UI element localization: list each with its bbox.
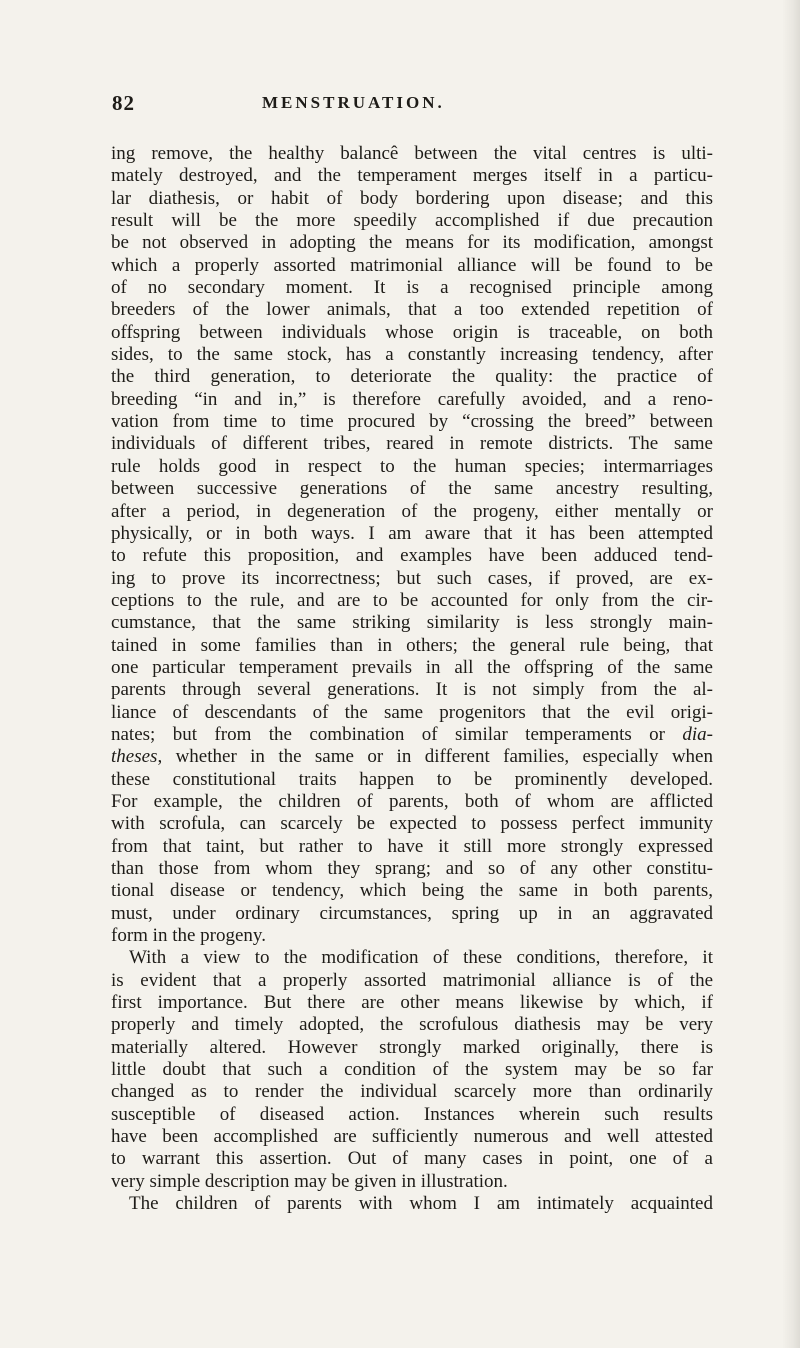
text-line [111,366,713,388]
text-line [111,590,713,612]
line-text: ing to prove its incorrectness; but such cases, if proved, are ex- [111,567,713,589]
line-text: ceptions to the rule, and are to be accounted for only from the cir- [111,589,713,611]
line-text: which a properly assorted matrimonial alliance will be found to be [111,254,713,276]
text-line [111,702,713,724]
line-text: be not observed in adopting the means for its modification, amongst [111,232,713,254]
text-line [111,568,713,590]
line-text: The children of parents with whom I am intimately acquainted [129,1193,713,1215]
line-text: ing remove, the healthy balancê between the vital centres is ulti- [111,143,713,164]
line-text: with scrofula, can scarcely be expected to possess perfect immunity [111,813,713,835]
text-line [111,724,713,746]
text-line [111,232,713,254]
line-text: breeding “in and in,” is therefore carefully avoided, and a reno- [111,388,713,410]
text-line [111,746,713,768]
text-line [111,1014,713,1036]
line-text: properly and timely adopted, the scrofulous diathesis may be very [111,1014,713,1036]
text-line [111,836,713,858]
line-text: For example, the children of parents, both of whom are afflicted [111,790,713,812]
line-text: of no secondary moment. It is a recognised principle among [111,277,713,299]
running-head [112,91,710,121]
line-text: to warrant this assertion. Out of many cases in point, one of a [111,1148,713,1170]
line-text: lar diathesis, or habit of body bordering upon disease; and this [111,187,713,209]
line-text: materially altered. However strongly marked originally, there is [111,1036,713,1058]
text-line [111,255,713,277]
text-line [111,165,713,187]
text-line [111,299,713,321]
line-text: little doubt that such a condition of the system may be so far [111,1059,713,1081]
text-line [111,433,713,455]
line-text: parents through several generations. It is not simply from the al- [111,679,713,701]
line-text: have been accomplished are sufficiently numerous and well attested [111,1126,713,1148]
page-number: 82 [112,91,135,115]
line-text: nates; but from the combination of similar temperaments or [111,723,683,745]
text-line [111,1081,713,1103]
line-text: tained in some families than in others; the general rule being, that [111,634,713,656]
line-text: changed as to render the individual scarcely more than ordinarily [111,1081,713,1103]
text-line [111,992,713,1014]
line-text: rule holds good in respect to the human species; intermarriages [111,455,713,477]
line-text: mately destroyed, and the temperament merges itself in a particu- [111,165,713,187]
text-line [111,389,713,411]
text-line [111,1148,713,1170]
line-text: cumstance, that the same striking similarity is less strongly main- [111,612,713,634]
line-text: tional disease or tendency, which being the same in both parents, [111,880,713,902]
text-line [111,545,713,567]
text-line [111,1104,713,1126]
line-italic-text: theses [111,746,158,768]
page-edge-shadow [782,0,800,1348]
text-line [111,791,713,813]
text-line [111,925,713,947]
text-line [111,970,713,992]
line-text: first importance. But there are other means likewise by which, if [111,992,713,1014]
line-text: is evident that a properly assorted matrimonial alliance is of the [111,969,713,991]
text-line [111,1171,713,1193]
line-text: result will be the more speedily accomplished if due precaution [111,210,713,232]
text-line [111,411,713,433]
text-line [111,456,713,478]
line-text: physically, or in both ways. I am aware that it has been attempted [111,522,713,544]
line-text: vation from time to time procured by “crossing the breed” between [111,411,713,433]
running-title: MENSTRUATION. [262,93,445,112]
text-line [111,880,713,902]
text-line [111,1059,713,1081]
line-text: liance of descendants of the same progenitors that the evil origi- [111,701,713,723]
line-text: one particular temperament prevails in all the offspring of the same [111,656,713,678]
line-text: offspring between individuals whose origin is traceable, on both [111,321,713,343]
line-italic-text: dia- [682,723,713,745]
text-line [111,858,713,880]
line-text: susceptible of diseased action. Instances wherein such results [111,1103,713,1125]
text-line [111,501,713,523]
text-line [111,478,713,500]
text-line [111,657,713,679]
line-text: from that taint, but rather to have it still more strongly expressed [111,835,713,857]
text-line [111,769,713,791]
text-line [111,635,713,657]
line-text: breeders of the lower animals, that a too extended repetition of [111,299,713,321]
text-line [111,1037,713,1059]
text-line [111,344,713,366]
text-line [111,1126,713,1148]
line-text: these constitutional traits happen to be prominently developed. [111,768,713,790]
line-text: With a view to the modification of these conditions, therefore, it [129,947,713,969]
text-line [111,523,713,545]
text-line [111,903,713,925]
line-text: the third generation, to deteriorate the quality: the practice of [111,366,713,388]
text-line [111,188,713,210]
line-text: after a period, in degeneration of the progeny, either mentally or [111,500,713,522]
text-line [111,322,713,344]
text-line [111,277,713,299]
text-line [111,143,713,165]
text-line [111,1193,713,1215]
line-text: form in the progeny. [111,925,266,947]
text-line [111,612,713,634]
line-text: to refute this proposition, and examples have been adduced tend- [111,545,713,567]
line-text: sides, to the same stock, has a constantly increasing tendency, after [111,344,713,366]
body-text [111,143,713,1216]
text-line [111,210,713,232]
line-text-after: , whether in the same or in different families, especially when [157,746,713,768]
line-text: must, under ordinary circumstances, spring up in an aggravated [111,902,713,924]
line-text: between successive generations of the same ancestry resulting, [111,478,713,500]
text-line [111,813,713,835]
text-line [111,947,713,969]
line-text: than those from whom they sprang; and so of any other constitu- [111,858,713,879]
line-text: individuals of different tribes, reared in remote districts. The same [111,433,713,455]
text-line [111,679,713,701]
line-text: very simple description may be given in illustration. [111,1170,508,1192]
